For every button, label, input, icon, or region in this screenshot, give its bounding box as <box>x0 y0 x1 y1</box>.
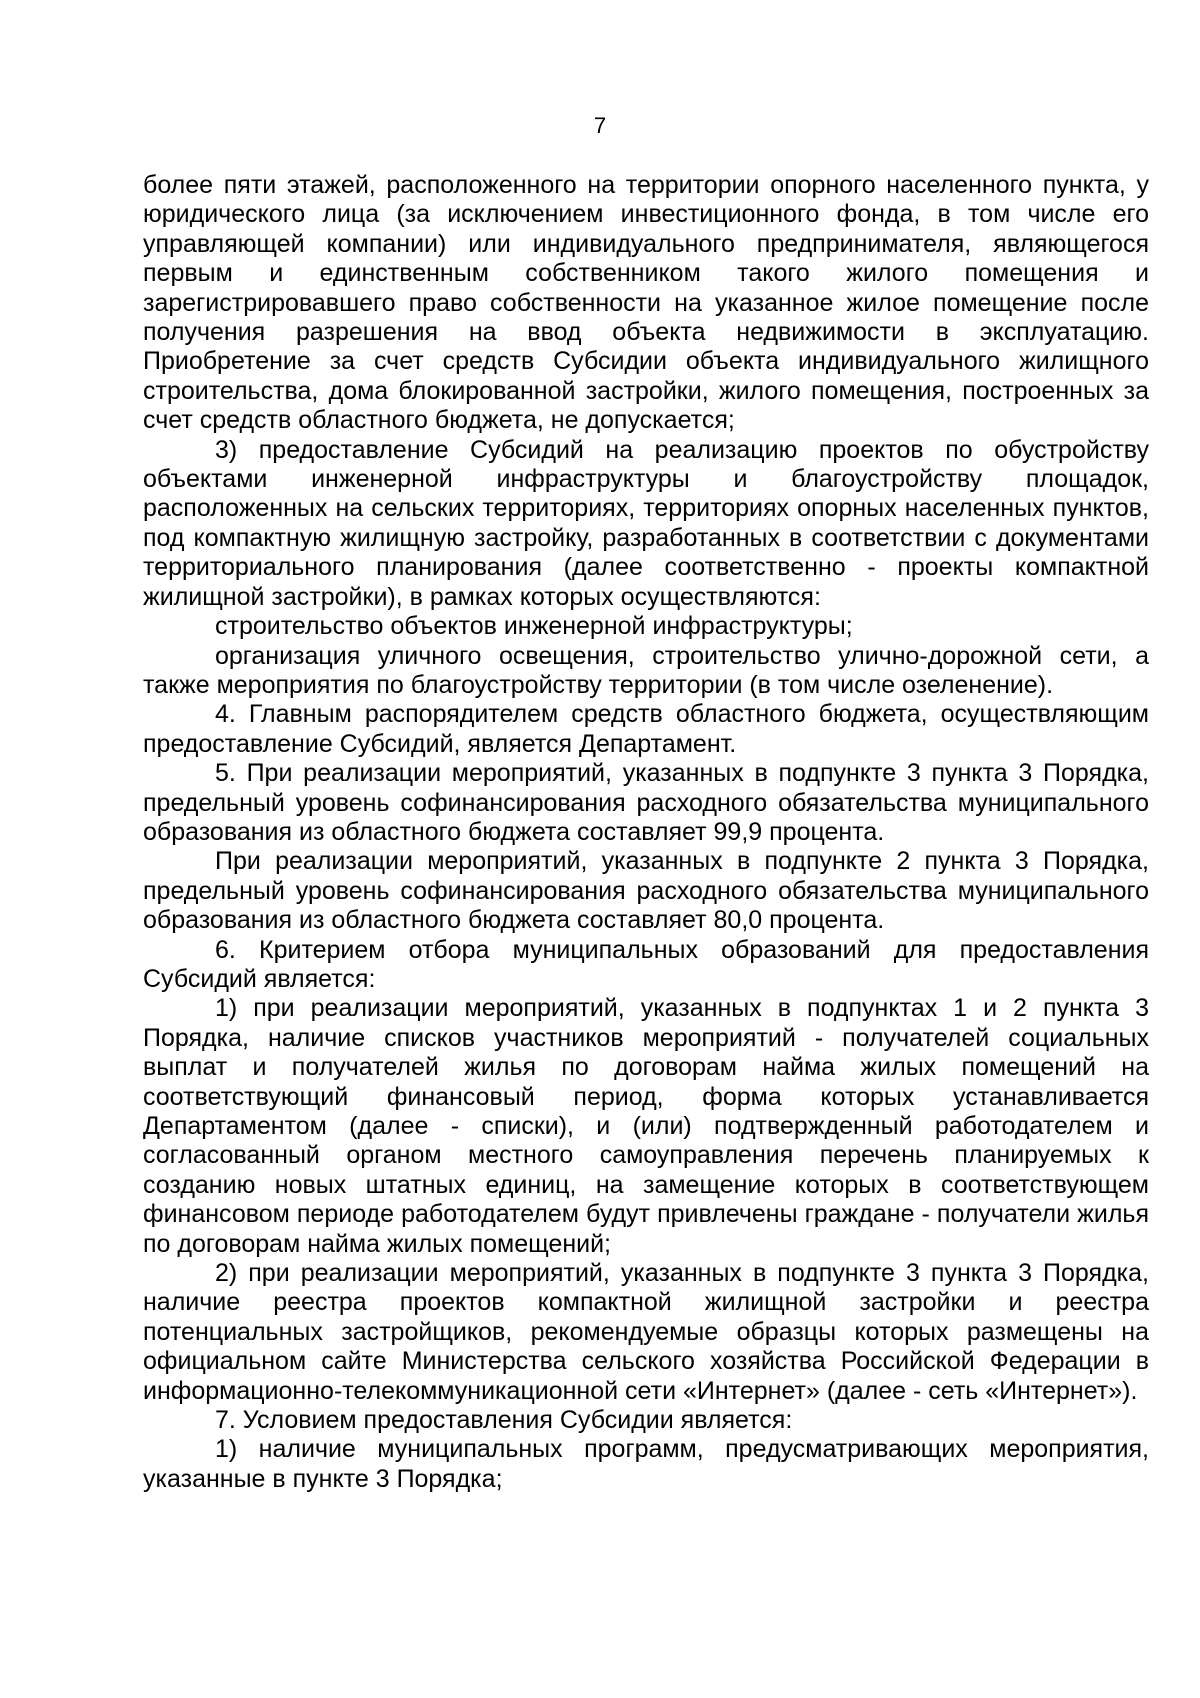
document-body <box>143 171 1149 1494</box>
paragraph: организация уличного освещения, строительство улично-дорожной сети, а также мероприятия по благоустройству территории (в том числе озеленение). <box>143 641 1149 699</box>
paragraph: строительство объектов инженерной инфраструктуры; <box>215 612 853 641</box>
paragraph: 6. Критерием отбора муниципальных образований для предоставления Субсидий является: <box>143 935 1149 993</box>
paragraph: 1) при реализации мероприятий, указанных в подпунктах 1 и 2 пункта 3 Порядка, наличие списков участников мероприятий - получателей социальных выплат и получателей жилья по договорам найма жилых помещений на соответствующий финансовый период, форма которых устанавливается Департаментом (далее - списки), и (или) подтвержденный работодателем и согласованный органом местного самоуправления перечень планируемых к созданию новых штатных единиц, на замещение которых в соответствующем финансовом периоде работодателем будут привлечены граждане - получатели жилья по договорам найма жилых помещений; <box>143 994 1149 1258</box>
paragraph: 7. Условием предоставления Субсидии является: <box>215 1406 793 1435</box>
paragraph: 1) наличие муниципальных программ, предусматривающих мероприятия, указанные в пункте 3 Порядка; <box>143 1435 1149 1493</box>
paragraph: 4. Главным распорядителем средств областного бюджета, осуществляющим предоставление Субсидий, является Департамент. <box>143 700 1149 758</box>
paragraph: 5. При реализации мероприятий, указанных в подпункте 3 пункта 3 Порядка, предельный уровень софинансирования расходного обязательства муниципального образования из областного бюджета составляет 99,9 процента. <box>143 759 1149 846</box>
paragraph: 3) предоставление Субсидий на реализацию проектов по обустройству объектами инженерной инфраструктуры и благоустройству площадок, расположенных на сельских территориях, территориях опорных населенных пунктов, под компактную жилищную застройку, разработанных в соответствии с документами территориального планирования (далее соответственно - проекты компактной жилищной застройки), в рамках которых осуществляются: <box>143 435 1149 611</box>
paragraph: 2) при реализации мероприятий, указанных в подпункте 3 пункта 3 Порядка, наличие реестра проектов компактной жилищной застройки и реестра потенциальных застройщиков, рекомендуемые образцы которых размещены на официальном сайте Министерства сельского хозяйства Российской Федерации в информационно-телекоммуникационной сети «Интернет» (далее - сеть «Интернет»). <box>143 1259 1149 1405</box>
paragraph: При реализации мероприятий, указанных в подпункте 2 пункта 3 Порядка, предельный уровень софинансирования расходного обязательства муниципального образования из областного бюджета составляет 80,0 процента. <box>143 847 1149 935</box>
page-number: 7 <box>593 113 607 138</box>
paragraph: более пяти этажей, расположенного на территории опорного населенного пункта, у юридического лица (за исключением инвестиционного фонда, в том числе его управляющей компании) или индивидуального предпринимателя, являющегося первым и единственным собственником такого жилого помещения и зарегистрировавшего право собственности на указанное жилое помещение после получения разрешения на ввод объекта недвижимости в эксплуатацию. Приобретение за счет средств Субсидии объекта индивидуального жилищного строительства, дома блокированной застройки, жилого помещения, построенных за счет средств областного бюджета, не допускается; <box>143 171 1149 435</box>
